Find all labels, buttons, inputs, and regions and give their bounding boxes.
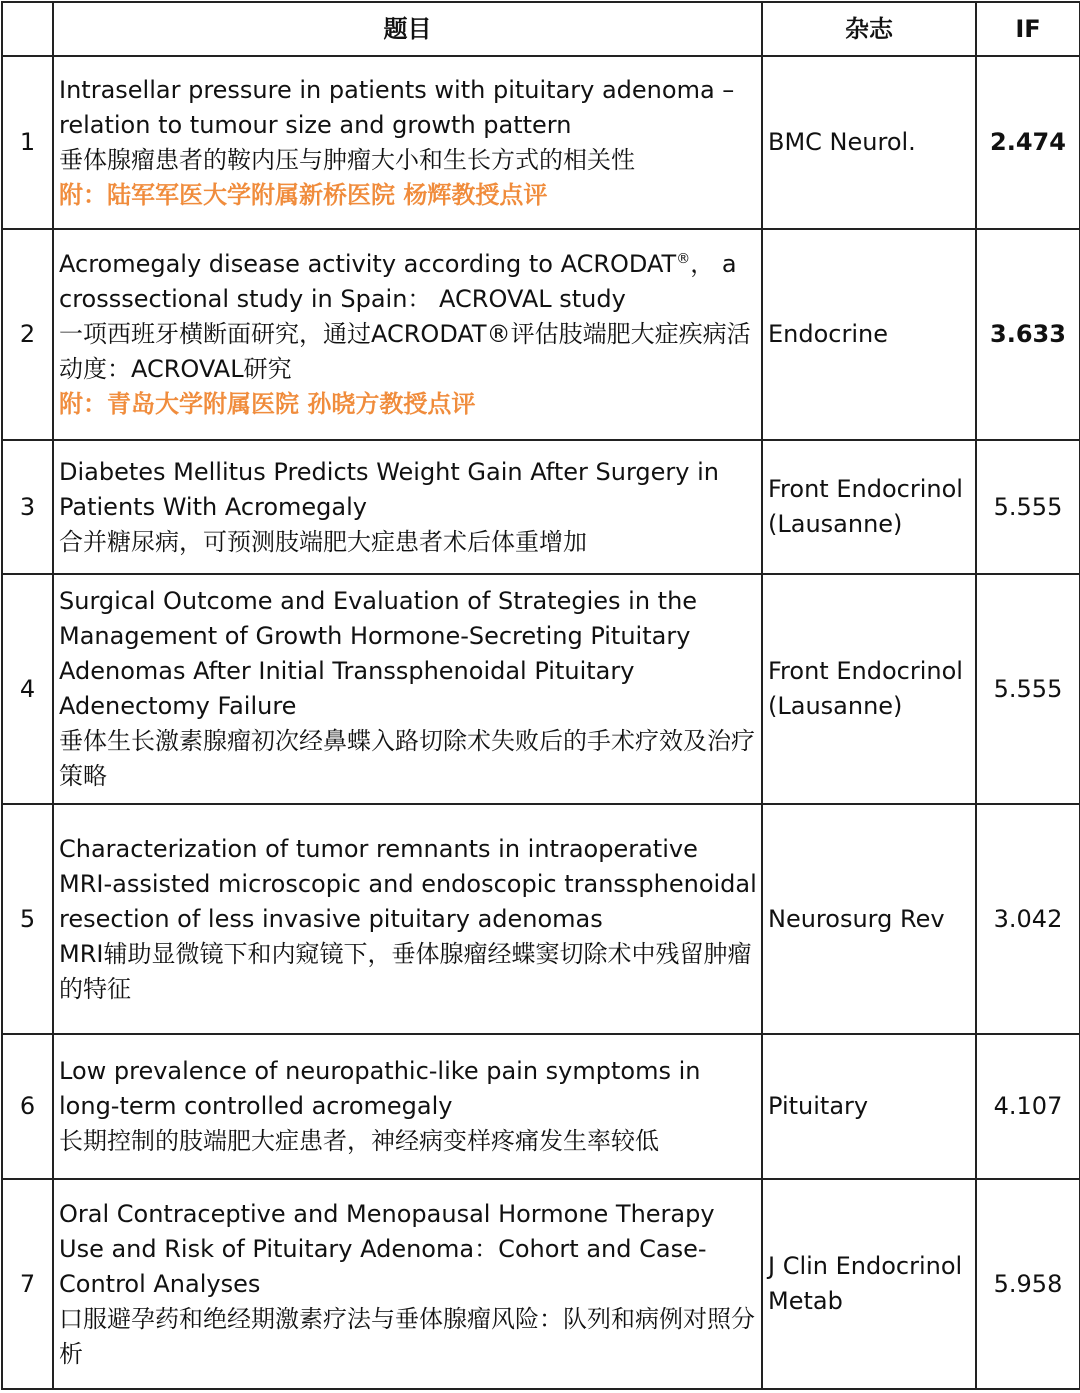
article-title-zh: 合并糖尿病，可预测肢端肥大症患者术后体重增加: [59, 527, 587, 556]
article-title-zh: 长期控制的肢端肥大症患者，神经病变样疼痛发生率较低: [59, 1127, 659, 1155]
journal-cell: [762, 1034, 976, 1179]
article-title-cell: [53, 1034, 762, 1179]
header-if: IF: [976, 2, 1080, 56]
article-title-en-part: Acromegaly disease activity according to ACRODAT: [59, 250, 677, 278]
article-title-zh: MRI辅助显微镜下和内窥镜下，垂体腺瘤经蝶窦切除术中残留肿瘤的特征: [59, 939, 752, 1003]
article-title-en: Oral Contraceptive and Menopausal Hormone Therapy: [59, 1199, 715, 1228]
article-title-en: MRI-assisted microscopic and endoscopic transsphenoidal: [59, 869, 757, 898]
row-number: 5: [2, 804, 53, 1034]
header-journal: 杂志: [762, 2, 976, 56]
table-row: [2, 229, 1080, 440]
registered-mark: ®: [676, 251, 691, 267]
header-num: [2, 2, 53, 56]
article-title-en: Control Analyses: [59, 1269, 261, 1298]
table-row: [2, 804, 1080, 1034]
impact-factor: 5.555: [976, 440, 1080, 574]
impact-factor: 5.958: [976, 1179, 1080, 1389]
journal-name: Front Endocrinol: [768, 475, 963, 503]
journal-cell: [762, 1179, 976, 1389]
row-number: 7: [2, 1179, 53, 1389]
impact-factor: 2.474: [976, 56, 1080, 229]
article-title-en: Use and Risk of Pituitary Adenoma：Cohort and Case-: [59, 1234, 707, 1263]
journal-name: (Lausanne): [768, 510, 903, 538]
article-title-en: relation to tumour size and growth pattern: [59, 110, 572, 139]
article-title-en: Adenomas After Initial Transsphenoidal Pituitary: [59, 657, 635, 685]
article-title-en: Patients With Acromegaly: [59, 492, 367, 521]
article-title-zh: 口服避孕药和绝经期激素疗法与垂体腺瘤风险：队列和病例对照分析: [59, 1304, 755, 1368]
journal-cell: [762, 440, 976, 574]
impact-factor: 3.633: [976, 229, 1080, 440]
journal-name: J Clin Endocrinol: [768, 1252, 963, 1280]
journal-name: Pituitary: [768, 1092, 869, 1120]
table-row: [2, 56, 1080, 229]
article-title-cell: [53, 574, 762, 804]
journal-name: Endocrine: [768, 320, 888, 348]
article-title-en: Low prevalence of neuropathic-like pain symptoms in: [59, 1057, 701, 1085]
header-row: [2, 2, 1080, 56]
article-title-cell: [53, 440, 762, 574]
table-row: [2, 440, 1080, 574]
article-title-zh: 垂体腺瘤患者的鞍内压与肿瘤大小和生长方式的相关性: [59, 145, 635, 174]
article-title-en: Surgical Outcome and Evaluation of Strategies in the: [59, 587, 698, 615]
article-title-en: Characterization of tumor remnants in intraoperative: [59, 834, 698, 863]
article-title-zh: 一项西班牙横断面研究，通过ACRODAT®评估肢端肥大症疾病活动度：ACROVAL研究: [59, 320, 751, 383]
journal-name: Neurosurg Rev: [768, 904, 945, 933]
journal-cell: [762, 804, 976, 1034]
article-title-en: Adenectomy Failure: [59, 692, 297, 720]
table-row: [2, 1179, 1080, 1389]
article-title-cell: [53, 229, 762, 440]
article-title-en: crosssectional study in Spain： ACROVAL study: [59, 285, 626, 313]
journal-cell: [762, 56, 976, 229]
header-title: 题目: [53, 2, 762, 56]
impact-factor: 5.555: [976, 574, 1080, 804]
journal-name: BMC Neurol.: [768, 128, 916, 156]
article-title-cell: [53, 56, 762, 229]
row-number: 3: [2, 440, 53, 574]
row-number: 2: [2, 229, 53, 440]
impact-factor: 3.042: [976, 804, 1080, 1034]
table-row: [2, 574, 1080, 804]
journal-name: Front Endocrinol: [768, 657, 963, 685]
article-title-en: Diabetes Mellitus Predicts Weight Gain After Surgery in: [59, 457, 719, 486]
article-title-en: [59, 247, 757, 282]
article-title-en: Management of Growth Hormone-Secreting Pituitary: [59, 622, 691, 650]
articles-table: [1, 1, 1080, 1390]
row-number: 6: [2, 1034, 53, 1179]
article-title-en: long-term controlled acromegaly: [59, 1092, 453, 1120]
article-title-en: resection of less invasive pituitary adenomas: [59, 904, 603, 933]
journal-name: Metab: [768, 1287, 843, 1315]
article-title-en-part: ， a: [690, 250, 737, 278]
journal-cell: [762, 574, 976, 804]
row-number: 1: [2, 56, 53, 229]
table-row: [2, 1034, 1080, 1179]
article-title-zh: 垂体生长激素腺瘤初次经鼻蝶入路切除术失败后的手术疗效及治疗策略: [59, 727, 755, 790]
impact-factor: 4.107: [976, 1034, 1080, 1179]
journal-cell: [762, 229, 976, 440]
expert-comment-note: 附：青岛大学附属医院 孙晓方教授点评: [59, 390, 476, 418]
article-title-cell: [53, 1179, 762, 1389]
article-title-cell: [53, 804, 762, 1034]
journal-name: (Lausanne): [768, 692, 903, 720]
expert-comment-note: 附：陆军军医大学附属新桥医院 杨辉教授点评: [59, 180, 548, 209]
row-number: 4: [2, 574, 53, 804]
article-title-en: Intrasellar pressure in patients with pituitary adenoma –: [59, 75, 735, 104]
